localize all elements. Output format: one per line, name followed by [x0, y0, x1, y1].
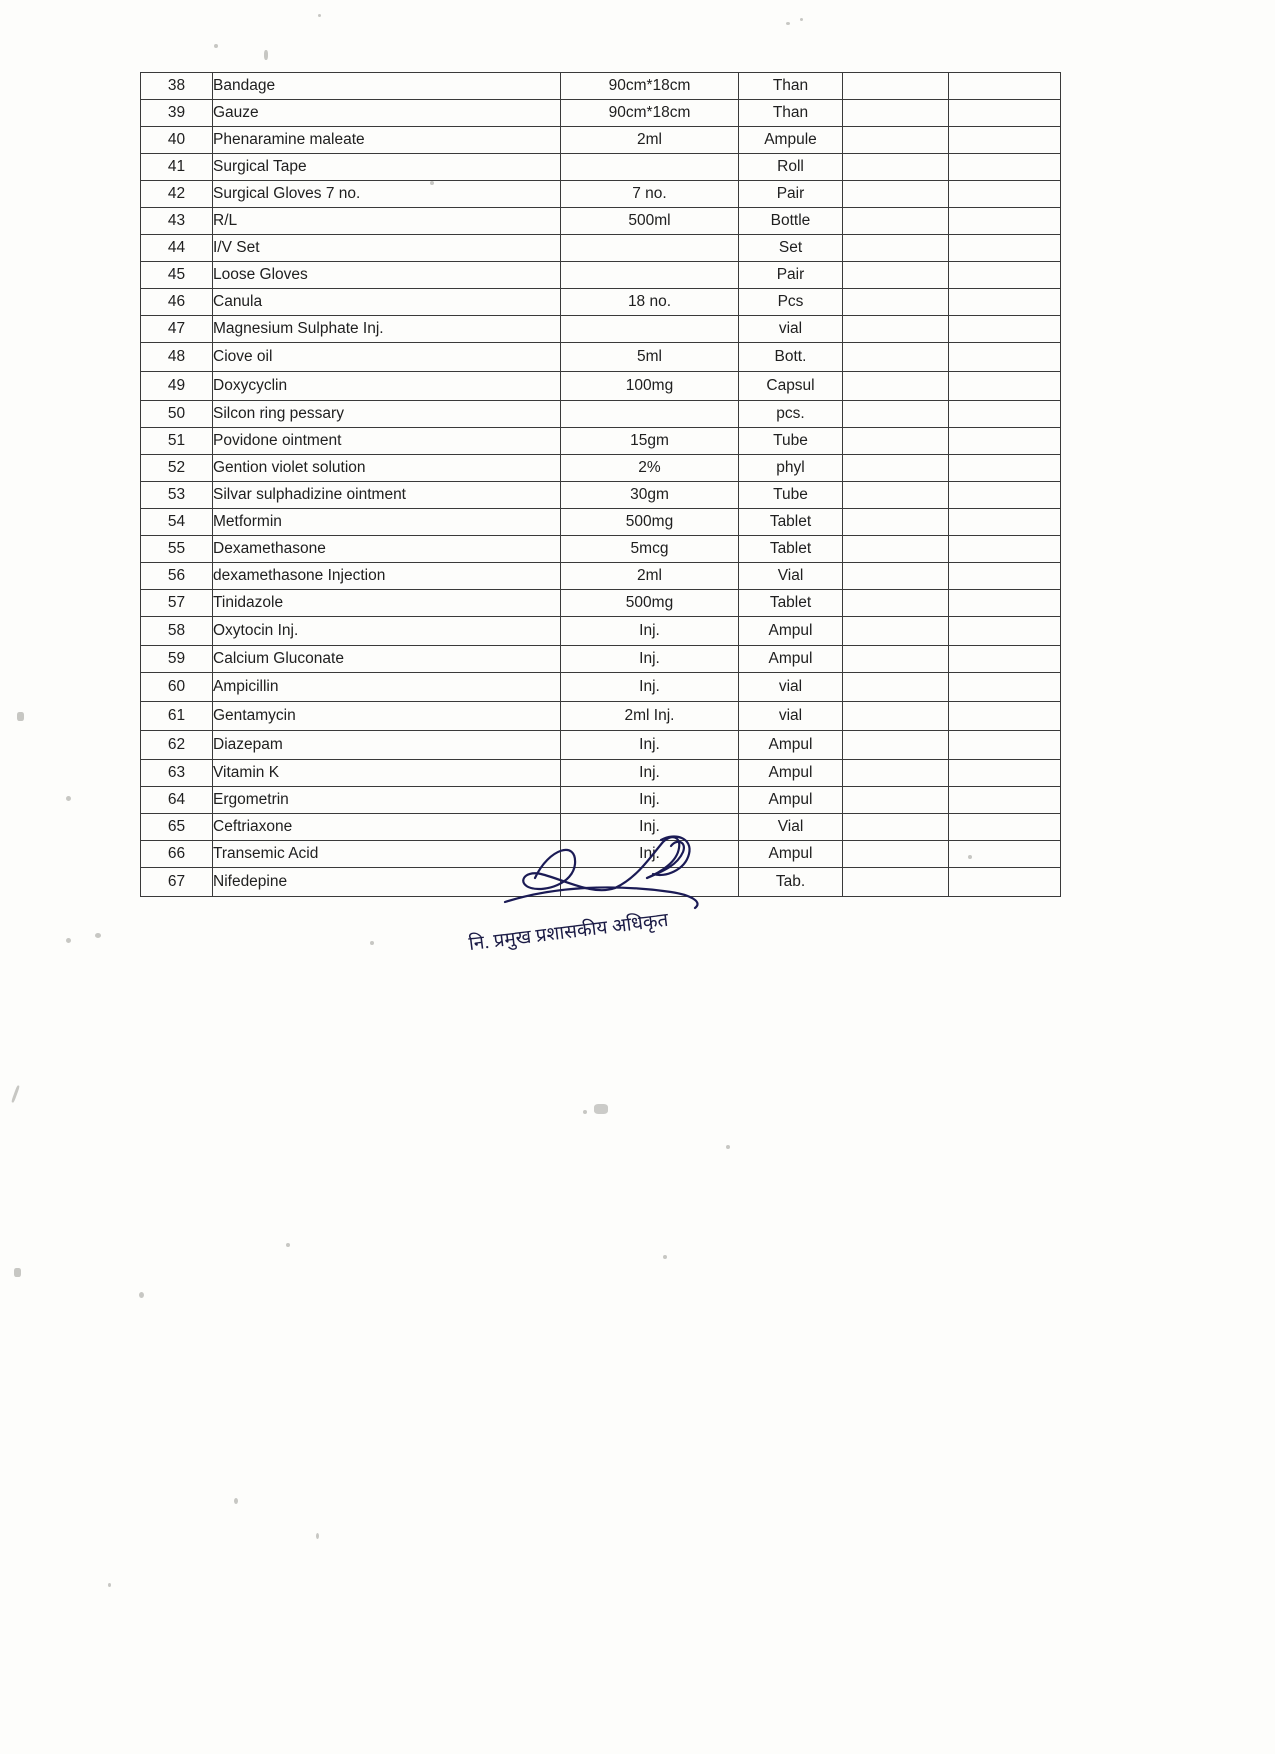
cell-quantity-one: [843, 702, 949, 731]
cell-quantity-two: [949, 262, 1061, 289]
cell-unit: Tablet: [739, 536, 843, 563]
cell-quantity-two: [949, 702, 1061, 731]
cell-unit: Vial: [739, 814, 843, 841]
table-row: [141, 673, 1061, 702]
cell-item-name: Gauze: [213, 100, 561, 127]
cell-item-name: Diazepam: [213, 731, 561, 760]
cell-serial-number: 49: [141, 372, 213, 401]
scan-speck: [286, 1243, 290, 1247]
cell-item-name: Calcium Gluconate: [213, 646, 561, 673]
cell-quantity-one: [843, 154, 949, 181]
cell-quantity-one: [843, 646, 949, 673]
scan-speck: [663, 1255, 667, 1259]
cell-item-name: Transemic Acid: [213, 841, 561, 868]
cell-unit: Bott.: [739, 343, 843, 372]
cell-specification: Inj.: [561, 673, 739, 702]
cell-item-name: Phenaramine maleate: [213, 127, 561, 154]
cell-item-name: Ampicillin: [213, 673, 561, 702]
cell-quantity-one: [843, 73, 949, 100]
scan-speck: [370, 941, 374, 945]
cell-quantity-one: [843, 181, 949, 208]
cell-quantity-two: [949, 868, 1061, 897]
cell-specification: Inj.: [561, 617, 739, 646]
cell-item-name: R/L: [213, 208, 561, 235]
scan-speck: [786, 22, 790, 25]
table-row: [141, 617, 1061, 646]
cell-quantity-two: [949, 428, 1061, 455]
table-row: [141, 181, 1061, 208]
scan-speck: [318, 14, 321, 17]
cell-serial-number: 48: [141, 343, 213, 372]
cell-specification: [561, 154, 739, 181]
cell-quantity-two: [949, 617, 1061, 646]
cell-serial-number: 59: [141, 646, 213, 673]
cell-specification: 2%: [561, 455, 739, 482]
cell-item-name: Gention violet solution: [213, 455, 561, 482]
cell-unit: Pair: [739, 181, 843, 208]
cell-quantity-one: [843, 428, 949, 455]
cell-quantity-two: [949, 100, 1061, 127]
cell-item-name: Tinidazole: [213, 590, 561, 617]
cell-quantity-one: [843, 787, 949, 814]
cell-serial-number: 52: [141, 455, 213, 482]
signature-caption: नि. प्रमुख प्रशासकीय अधिकृत: [467, 909, 670, 956]
scan-speck: [14, 1268, 21, 1277]
cell-item-name: I/V Set: [213, 235, 561, 262]
cell-quantity-two: [949, 760, 1061, 787]
cell-unit: phyl: [739, 455, 843, 482]
table-row: [141, 316, 1061, 343]
cell-unit: Ampul: [739, 760, 843, 787]
cell-quantity-two: [949, 181, 1061, 208]
cell-quantity-one: [843, 401, 949, 428]
cell-quantity-two: [949, 673, 1061, 702]
scan-speck: [11, 1085, 20, 1103]
cell-unit: vial: [739, 702, 843, 731]
cell-quantity-two: [949, 208, 1061, 235]
table-row: [141, 787, 1061, 814]
cell-unit: Tablet: [739, 590, 843, 617]
cell-unit: Tube: [739, 482, 843, 509]
cell-item-name: Loose Gloves: [213, 262, 561, 289]
cell-specification: 7 no.: [561, 181, 739, 208]
inventory-table-container: [140, 72, 1060, 897]
cell-item-name: dexamethasone Injection: [213, 563, 561, 590]
table-row: [141, 509, 1061, 536]
table-row: [141, 536, 1061, 563]
table-row: [141, 208, 1061, 235]
cell-item-name: Povidone ointment: [213, 428, 561, 455]
table-row: [141, 127, 1061, 154]
cell-quantity-one: [843, 482, 949, 509]
cell-serial-number: 67: [141, 868, 213, 897]
cell-unit: Tube: [739, 428, 843, 455]
cell-quantity-two: [949, 316, 1061, 343]
scan-speck: [594, 1104, 608, 1114]
cell-item-name: Ciove oil: [213, 343, 561, 372]
cell-serial-number: 51: [141, 428, 213, 455]
cell-quantity-one: [843, 208, 949, 235]
cell-unit: Ampule: [739, 127, 843, 154]
cell-quantity-two: [949, 482, 1061, 509]
cell-item-name: Surgical Gloves 7 no.: [213, 181, 561, 208]
cell-specification: 2ml Inj.: [561, 702, 739, 731]
cell-serial-number: 55: [141, 536, 213, 563]
cell-quantity-one: [843, 127, 949, 154]
cell-specification: 2ml: [561, 127, 739, 154]
scan-speck: [583, 1110, 587, 1114]
cell-specification: Inj.: [561, 731, 739, 760]
cell-unit: Capsul: [739, 372, 843, 401]
cell-quantity-two: [949, 372, 1061, 401]
cell-item-name: Nifedepine: [213, 868, 561, 897]
cell-quantity-one: [843, 673, 949, 702]
cell-specification: 30gm: [561, 482, 739, 509]
cell-serial-number: 60: [141, 673, 213, 702]
cell-serial-number: 40: [141, 127, 213, 154]
cell-quantity-one: [843, 235, 949, 262]
cell-serial-number: 66: [141, 841, 213, 868]
cell-quantity-one: [843, 372, 949, 401]
cell-unit: Set: [739, 235, 843, 262]
cell-serial-number: 45: [141, 262, 213, 289]
table-row: [141, 455, 1061, 482]
scan-speck: [264, 50, 268, 60]
cell-unit: Ampul: [739, 731, 843, 760]
scan-speck: [139, 1292, 144, 1298]
cell-quantity-one: [843, 760, 949, 787]
cell-specification: 2ml: [561, 563, 739, 590]
cell-item-name: Oxytocin Inj.: [213, 617, 561, 646]
scan-speck: [800, 18, 803, 21]
cell-serial-number: 56: [141, 563, 213, 590]
scan-speck: [316, 1533, 319, 1539]
table-row: [141, 482, 1061, 509]
cell-item-name: Magnesium Sulphate Inj.: [213, 316, 561, 343]
scan-speck: [108, 1583, 111, 1587]
cell-quantity-one: [843, 563, 949, 590]
table-row: [141, 702, 1061, 731]
table-row: [141, 235, 1061, 262]
cell-serial-number: 54: [141, 509, 213, 536]
cell-quantity-two: [949, 646, 1061, 673]
cell-quantity-two: [949, 536, 1061, 563]
table-row: [141, 154, 1061, 181]
cell-quantity-two: [949, 154, 1061, 181]
cell-quantity-one: [843, 100, 949, 127]
cell-quantity-two: [949, 563, 1061, 590]
scan-speck: [17, 712, 24, 721]
cell-serial-number: 62: [141, 731, 213, 760]
cell-quantity-one: [843, 617, 949, 646]
cell-quantity-one: [843, 289, 949, 316]
cell-item-name: Canula: [213, 289, 561, 316]
inventory-table-body: [141, 73, 1061, 897]
cell-quantity-two: [949, 787, 1061, 814]
cell-serial-number: 41: [141, 154, 213, 181]
cell-quantity-one: [843, 590, 949, 617]
cell-quantity-one: [843, 455, 949, 482]
table-row: [141, 401, 1061, 428]
cell-serial-number: 46: [141, 289, 213, 316]
cell-quantity-one: [843, 343, 949, 372]
cell-unit: Ampul: [739, 787, 843, 814]
cell-quantity-one: [843, 814, 949, 841]
cell-quantity-two: [949, 73, 1061, 100]
table-row: [141, 646, 1061, 673]
cell-specification: [561, 401, 739, 428]
cell-unit: pcs.: [739, 401, 843, 428]
cell-specification: 500mg: [561, 590, 739, 617]
cell-unit: Ampul: [739, 646, 843, 673]
cell-unit: Ampul: [739, 841, 843, 868]
cell-specification: 15gm: [561, 428, 739, 455]
cell-unit: Ampul: [739, 617, 843, 646]
cell-quantity-one: [843, 841, 949, 868]
cell-specification: Inj.: [561, 760, 739, 787]
cell-serial-number: 39: [141, 100, 213, 127]
cell-quantity-one: [843, 536, 949, 563]
cell-serial-number: 43: [141, 208, 213, 235]
cell-serial-number: 65: [141, 814, 213, 841]
cell-serial-number: 42: [141, 181, 213, 208]
cell-serial-number: 47: [141, 316, 213, 343]
cell-unit: Tablet: [739, 509, 843, 536]
cell-quantity-one: [843, 868, 949, 897]
cell-unit: Pair: [739, 262, 843, 289]
table-row: [141, 73, 1061, 100]
cell-serial-number: 57: [141, 590, 213, 617]
cell-specification: 5mcg: [561, 536, 739, 563]
cell-serial-number: 50: [141, 401, 213, 428]
cell-item-name: Dexamethasone: [213, 536, 561, 563]
cell-quantity-two: [949, 401, 1061, 428]
table-row: [141, 100, 1061, 127]
cell-specification: Inj.: [561, 787, 739, 814]
cell-specification: 500ml: [561, 208, 739, 235]
cell-serial-number: 58: [141, 617, 213, 646]
cell-specification: Inj.: [561, 841, 739, 868]
cell-specification: 90cm*18cm: [561, 100, 739, 127]
cell-specification: 90cm*18cm: [561, 73, 739, 100]
cell-unit: Roll: [739, 154, 843, 181]
scan-speck: [214, 44, 218, 48]
cell-item-name: Metformin: [213, 509, 561, 536]
cell-quantity-two: [949, 590, 1061, 617]
cell-item-name: Vitamin K: [213, 760, 561, 787]
table-row: [141, 428, 1061, 455]
table-row: [141, 590, 1061, 617]
cell-item-name: Silcon ring pessary: [213, 401, 561, 428]
cell-quantity-two: [949, 127, 1061, 154]
cell-unit: vial: [739, 673, 843, 702]
inventory-table: [140, 72, 1061, 897]
cell-serial-number: 44: [141, 235, 213, 262]
cell-quantity-two: [949, 509, 1061, 536]
cell-quantity-two: [949, 455, 1061, 482]
cell-quantity-one: [843, 509, 949, 536]
table-row: [141, 731, 1061, 760]
cell-specification: 18 no.: [561, 289, 739, 316]
cell-quantity-one: [843, 731, 949, 760]
cell-specification: [561, 235, 739, 262]
table-row: [141, 563, 1061, 590]
cell-specification: [561, 262, 739, 289]
table-row: [141, 262, 1061, 289]
cell-unit: Bottle: [739, 208, 843, 235]
cell-unit: Than: [739, 73, 843, 100]
cell-specification: [561, 316, 739, 343]
cell-item-name: Bandage: [213, 73, 561, 100]
cell-quantity-one: [843, 316, 949, 343]
cell-serial-number: 61: [141, 702, 213, 731]
cell-quantity-two: [949, 289, 1061, 316]
scan-speck: [95, 933, 101, 938]
cell-quantity-one: [843, 262, 949, 289]
cell-quantity-two: [949, 731, 1061, 760]
cell-item-name: Doxycyclin: [213, 372, 561, 401]
cell-specification: 500mg: [561, 509, 739, 536]
cell-unit: Tab.: [739, 868, 843, 897]
cell-serial-number: 53: [141, 482, 213, 509]
cell-quantity-two: [949, 343, 1061, 372]
cell-specification: Inj.: [561, 814, 739, 841]
scan-speck: [234, 1498, 238, 1504]
cell-quantity-two: [949, 841, 1061, 868]
cell-item-name: Ergometrin: [213, 787, 561, 814]
cell-item-name: Gentamycin: [213, 702, 561, 731]
cell-quantity-two: [949, 235, 1061, 262]
table-row: [141, 372, 1061, 401]
cell-unit: Vial: [739, 563, 843, 590]
table-row: [141, 289, 1061, 316]
cell-serial-number: 63: [141, 760, 213, 787]
scan-speck: [66, 796, 71, 801]
cell-serial-number: 64: [141, 787, 213, 814]
table-row: [141, 760, 1061, 787]
cell-specification: 5ml: [561, 343, 739, 372]
scan-speck: [66, 938, 71, 943]
cell-unit: Pcs: [739, 289, 843, 316]
scan-speck: [726, 1145, 730, 1149]
cell-quantity-two: [949, 814, 1061, 841]
cell-unit: Than: [739, 100, 843, 127]
cell-item-name: Ceftriaxone: [213, 814, 561, 841]
cell-serial-number: 38: [141, 73, 213, 100]
cell-specification: Inj.: [561, 646, 739, 673]
cell-item-name: Silvar sulphadizine ointment: [213, 482, 561, 509]
cell-item-name: Surgical Tape: [213, 154, 561, 181]
cell-specification: 100mg: [561, 372, 739, 401]
cell-unit: vial: [739, 316, 843, 343]
table-row: [141, 343, 1061, 372]
